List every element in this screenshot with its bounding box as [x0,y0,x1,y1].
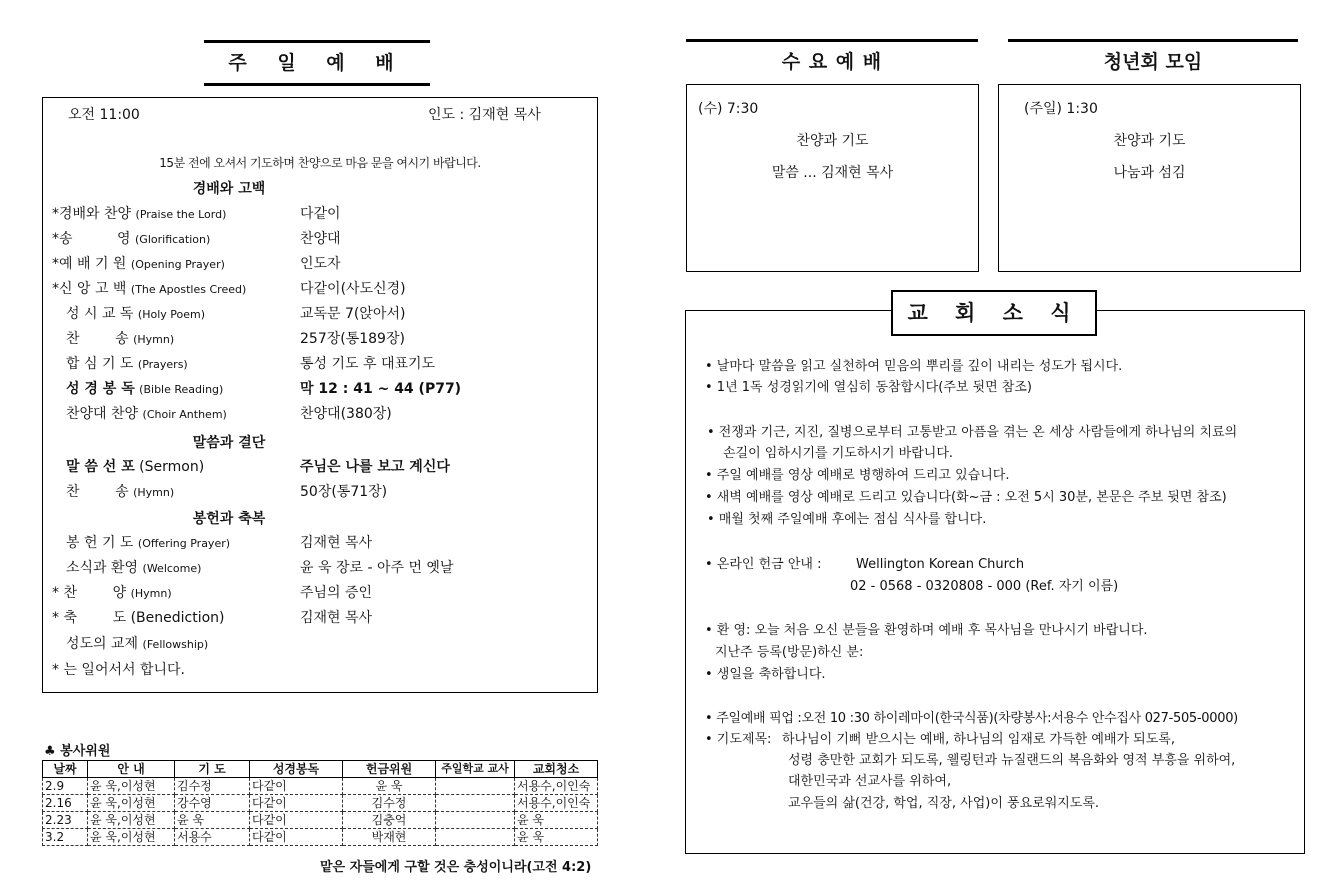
news-line: • 생일을 축하합니다. [705,667,826,682]
news-line: Wellington Korean Church [856,557,1025,572]
news-line: 하나님이 기뻐 받으시는 예배, 하나님의 임재로 가득한 예배가 되도록, [782,732,1175,747]
section-worship: 경배와 고백 [192,181,266,197]
wednesday-time: (수) 7:30 [698,101,759,117]
news-line: • 새벽 예배를 영상 예배로 드리고 있습니다(화~금 : 오전 5시 30분, 본문은 주보 뒷면 참조) [705,490,1227,505]
news-line: • 기도제목: [705,732,772,747]
table-row: 2.23 윤 욱,이성현 윤 욱 다같이 김충억 윤 욱 [43,812,598,829]
closing-verse: 맡은 자들에게 구할 것은 충성이니라(고전 4:2) [320,860,592,875]
youth-line1: 찬양과 기도 [1113,133,1186,149]
news-line: • 1년 1독 성경읽기에 열심히 동참합시다(주보 뒷면 참조) [705,380,1032,395]
table-row: 3.2 윤 욱,이성현 서용수 다같이 박재현 윤 욱 [43,829,598,846]
sunday-time: 오전 11:00 [68,107,140,123]
section-word: 말씀과 결단 [192,435,266,451]
sunday-intro: 15분 전에 오셔서 기도하며 찬양으로 마음 문을 여시기 바랍니다. [159,156,481,170]
stand-note: * 는 일어서서 합니다. [52,662,185,678]
news-line: 손길이 임하시기를 기도하시기 바랍니다. [723,446,954,461]
sunday-title: 주 일 예 배 [204,40,430,86]
youth-line2: 나눔과 섬김 [1113,165,1186,181]
youth-time: (주일) 1:30 [1024,101,1098,117]
section-offering: 봉헌과 축복 [192,511,266,527]
news-line: • 주일예배 픽업 :오전 10 :30 하이레마이(한국식품)(차량봉사:서용수 안수집사 027-505-0000) [705,711,1238,726]
news-line: • 전쟁과 기근, 지진, 질병으로부터 고통받고 아픔을 겪는 온 세상 사람들에게 하나님의 치료의 [707,425,1238,440]
wednesday-line1: 찬양과 기도 [796,133,869,149]
news-line: • 날마다 말씀을 읽고 실천하여 믿음의 뿌리를 깊이 내리는 성도가 됩시다. [705,359,1123,374]
news-line: • 주일 예배를 영상 예배로 병행하여 드리고 있습니다. [705,468,1010,483]
table-row: 2.16 윤 욱,이성현 강수영 다같이 김수정 서용수,이인숙 [43,795,598,812]
table-row: 2.9 윤 욱,이성현 김수정 다같이 윤 욱 서용수,이인숙 [43,778,598,795]
volunteers-title: ♣ 봉사위원 [44,744,111,759]
wednesday-line2: 말씀 ... 김재현 목사 [771,165,894,181]
news-line: 교우들의 삶(건강, 학업, 직장, 사업)이 풍요로워지도록. [788,796,1100,811]
news-line: • 환 영: 오늘 처음 오신 분들을 환영하며 예배 후 목사님을 만나시기 바랍니다. [705,623,1148,638]
news-line: 대한민국과 선교사를 위하여, [788,774,952,789]
news-line: • 매월 첫째 주일예배 후에는 점심 식사를 합니다. [707,512,987,527]
volunteers-table: 날짜 안 내 기 도 성경봉독 헌금위원 주일학교 교사 교회청소 2.9 윤 욱,이성현 김수정 다같이 윤 욱 서용수,이인숙 2.16 윤 욱,이성현 강수영 다같이 김수정 서용수,이인숙 2.23 윤 욱,이성현 윤 욱 다같이 김충억 윤 욱 3.2 윤 욱,이성현 서용수 다같이 박재현 윤 욱 [42,760,598,846]
wednesday-title: 수 요 예 배 [686,39,978,82]
sunday-leader: 인도 : 김재현 목사 [428,107,541,123]
news-line: • 온라인 헌금 안내 : [705,557,822,572]
youth-title: 청년회 모임 [1008,39,1298,82]
news-line: 지난주 등록(방문)하신 분: [715,645,864,660]
news-line: 성령 충만한 교회가 되도록, 웰링턴과 뉴질랜드의 복음화와 영적 부흥을 위하여, [788,753,1236,768]
news-line: 02 - 0568 - 0320808 - 000 (Ref. 자기 이름) [850,579,1119,594]
news-title: 교 회 소 식 [891,290,1097,336]
